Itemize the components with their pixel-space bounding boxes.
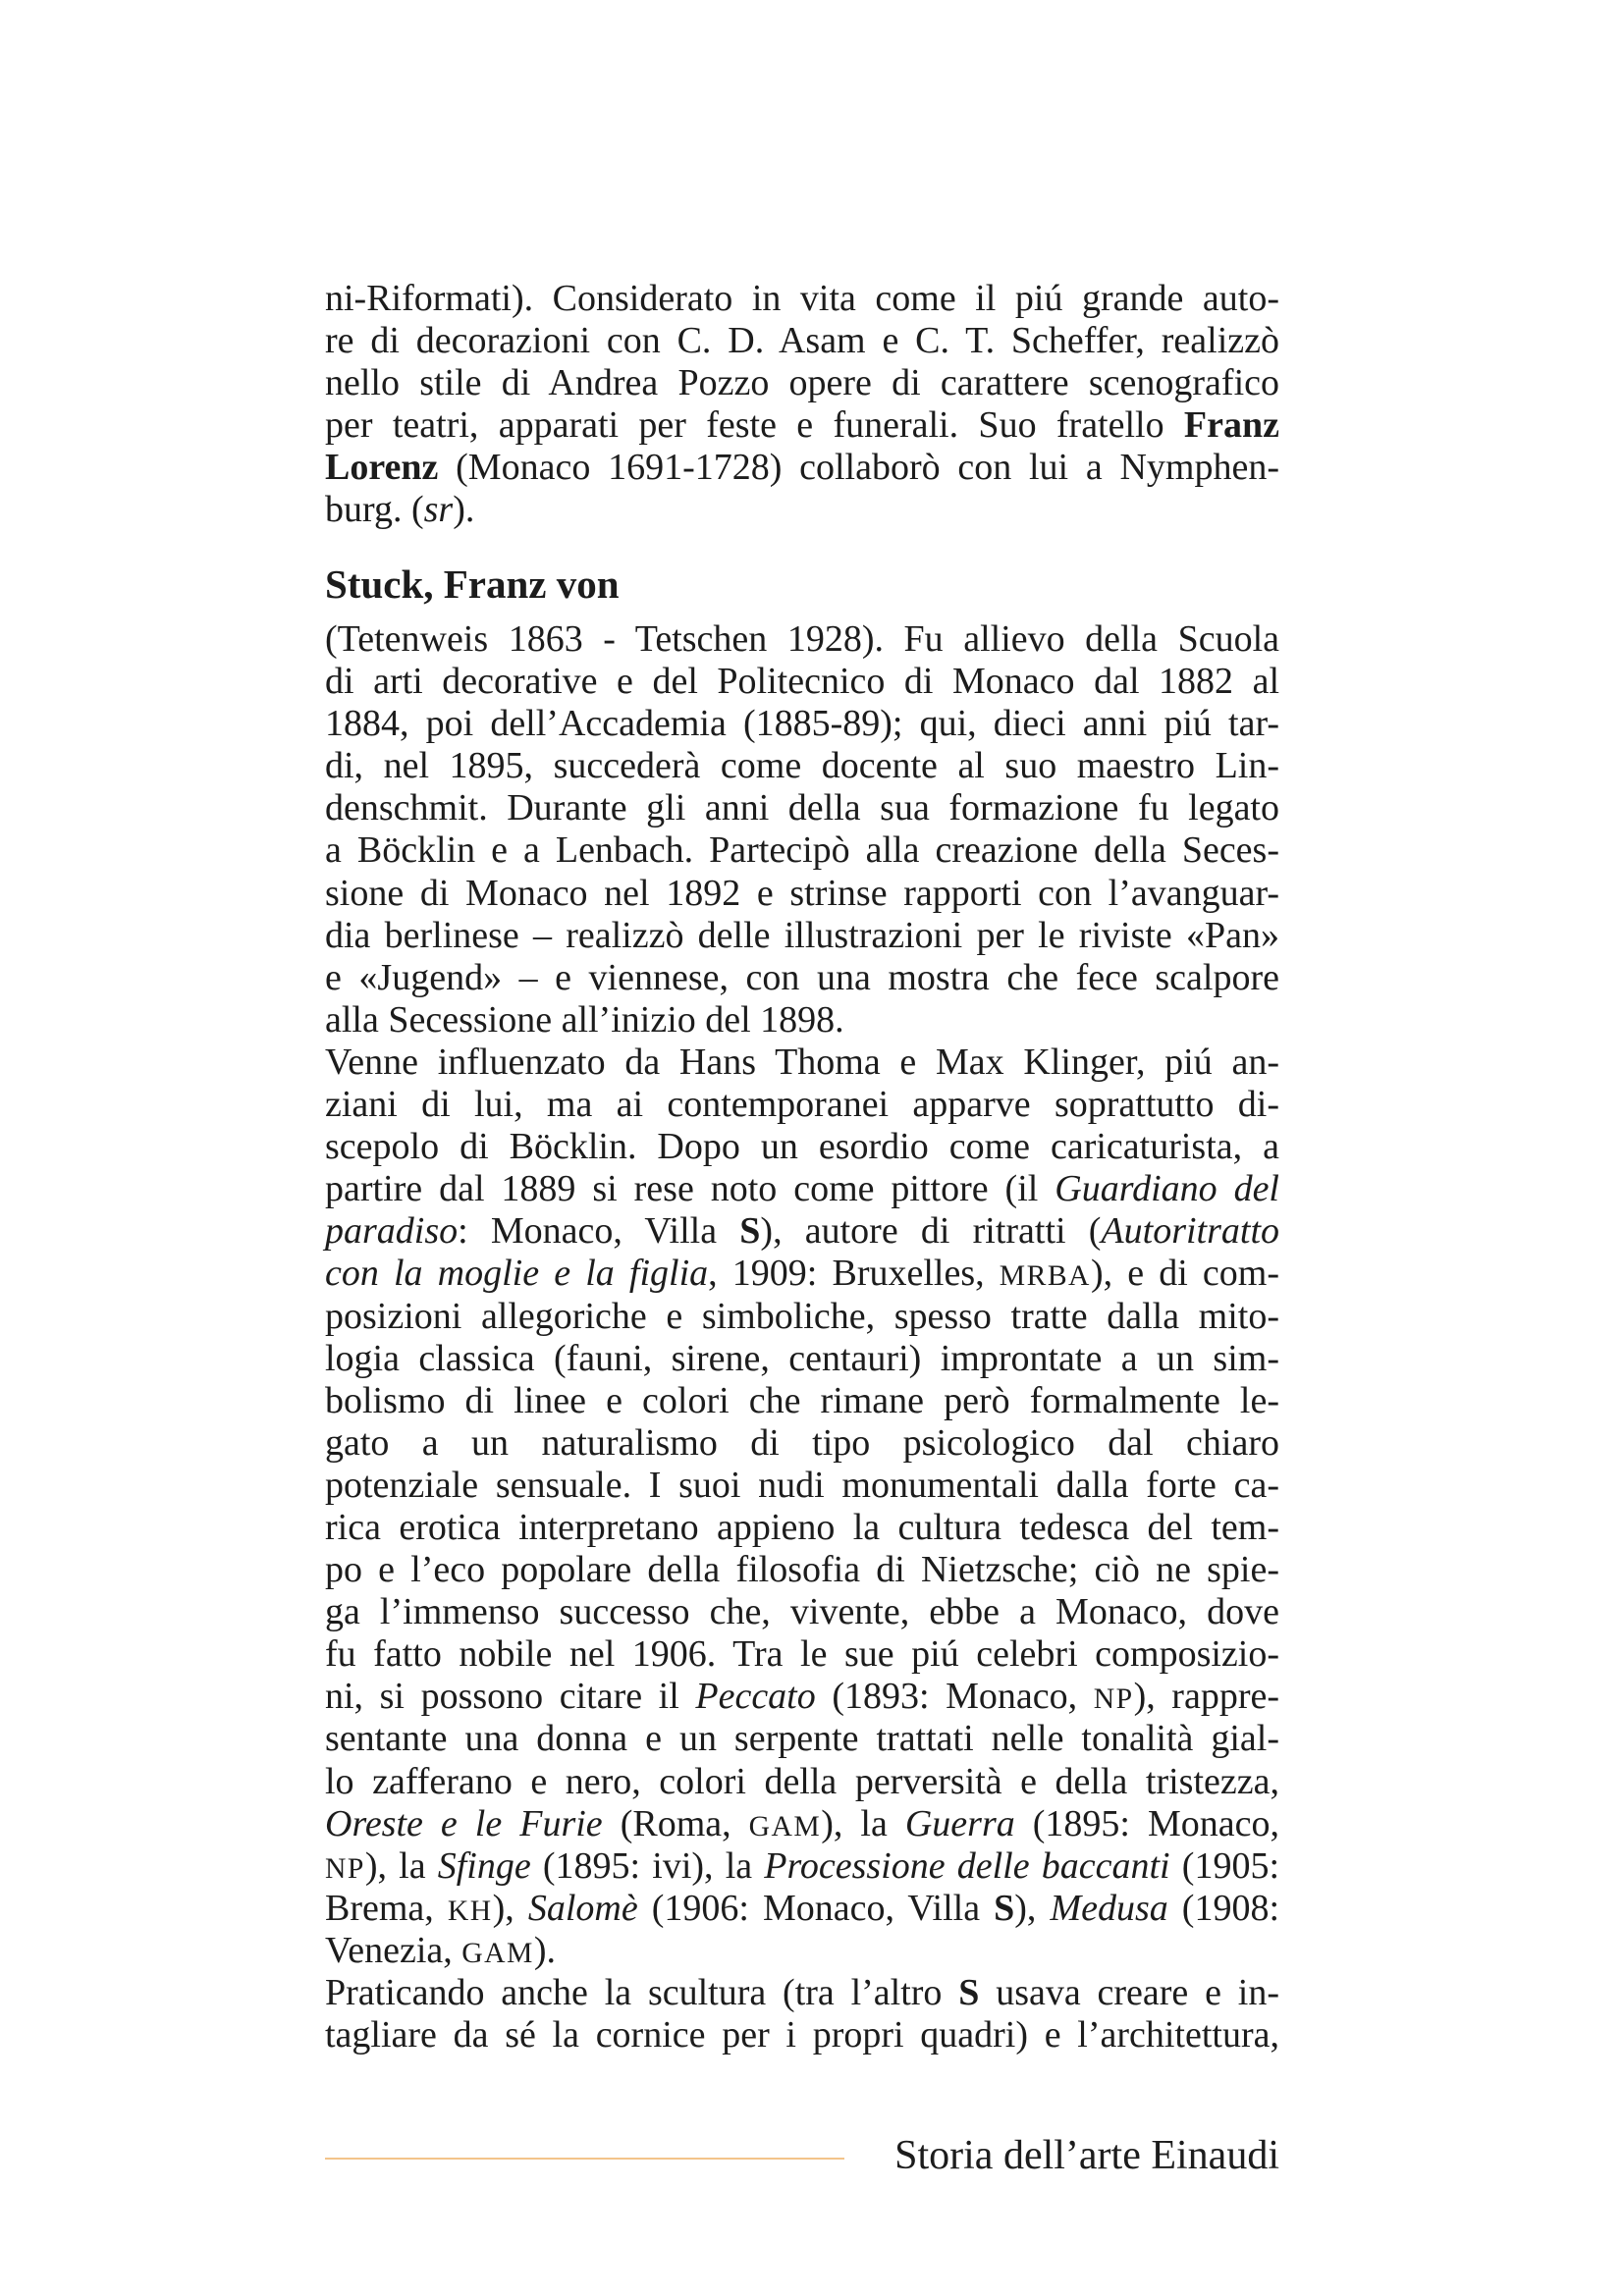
museum-abbreviation: KH bbox=[447, 1895, 493, 1927]
artwork-title: paradiso bbox=[325, 1210, 459, 1253]
text-line bbox=[325, 915, 1279, 957]
artwork-title: Medusa bbox=[1050, 1887, 1168, 1929]
museum-abbreviation: NP bbox=[1093, 1683, 1134, 1716]
text-line bbox=[325, 489, 1279, 531]
text-run: potenziale sensuale. I suoi nudi monumentali dalla forte ca- bbox=[325, 1464, 1279, 1506]
text-line bbox=[325, 1803, 1279, 1845]
text-line bbox=[325, 1718, 1279, 1760]
text-line bbox=[325, 1549, 1279, 1591]
text-line bbox=[325, 1126, 1279, 1168]
text-run: (Tetenweis 1863 - Tetschen 1928). Fu allievo della Scuola bbox=[325, 618, 1279, 660]
text-run: fu fatto nobile nel 1906. Tra le sue piú celebri composizio- bbox=[325, 1633, 1279, 1676]
subject-initial: S bbox=[958, 1972, 980, 2013]
text-line bbox=[325, 404, 1279, 447]
text-line bbox=[325, 1168, 1279, 1210]
text-line bbox=[325, 1253, 1279, 1295]
text-run: 1884, poi dell’Accademia (1885-89); qui, dieci anni piú tar- bbox=[325, 703, 1279, 745]
text-line bbox=[325, 1210, 1279, 1253]
text-run: ), bbox=[1014, 1887, 1051, 1929]
artwork-title: Guerra bbox=[904, 1802, 1015, 1844]
text-line bbox=[325, 447, 1279, 489]
artwork-title: Guardiano del bbox=[1055, 1168, 1279, 1210]
text-run: posizioni allegoriche e simboliche, spesso tratte dalla mito- bbox=[325, 1295, 1279, 1337]
text-run: ). bbox=[453, 489, 475, 531]
text-run: (1905: bbox=[1169, 1844, 1279, 1887]
text-run: sentante una donna e un serpente trattati nelle tonalità gial- bbox=[325, 1718, 1279, 1760]
text-line bbox=[325, 1380, 1279, 1422]
museum-abbreviation: GAM bbox=[461, 1937, 534, 1969]
text-run: ), la bbox=[821, 1802, 905, 1844]
text-run: ), bbox=[492, 1887, 528, 1929]
text-run: sione di Monaco nel 1892 e strinse rapporti con l’avanguar- bbox=[325, 872, 1279, 914]
text-line bbox=[325, 1507, 1279, 1549]
text-line bbox=[325, 703, 1279, 745]
text-run: usava creare e in- bbox=[979, 1972, 1279, 2013]
text-run: per teatri, apparati per feste e funerali. Suo fratello bbox=[325, 404, 1184, 447]
text-run: : Monaco, Villa bbox=[458, 1210, 740, 1253]
text-line bbox=[325, 1465, 1279, 1507]
text-line bbox=[325, 320, 1279, 362]
text-run: ziani di lui, ma ai contemporanei apparve soprattutto di- bbox=[325, 1084, 1279, 1126]
text-run: gato a un naturalismo di tipo psicologico dal chiaro bbox=[325, 1421, 1279, 1464]
text-run: po e l’eco popolare della filosofia di Nietzsche; ciò ne spie- bbox=[325, 1549, 1279, 1591]
text-line bbox=[325, 1084, 1279, 1126]
footer-rule bbox=[325, 2158, 844, 2160]
text-run: alla Secessione all’inizio del 1898. bbox=[325, 998, 844, 1041]
footer-series-title: Storia dell’arte Einaudi bbox=[894, 2133, 1279, 2178]
text-run: scepolo di Böcklin. Dopo un esordio come caricaturista, a bbox=[325, 1126, 1279, 1168]
text-run: ni, si possono citare il bbox=[325, 1676, 696, 1718]
text-line bbox=[325, 1041, 1279, 1084]
text-run: Venezia, bbox=[325, 1929, 462, 1971]
text-run: (Roma, bbox=[602, 1802, 749, 1844]
text-run: (1893: Monaco, bbox=[815, 1676, 1094, 1718]
text-line bbox=[325, 787, 1279, 829]
text-line bbox=[325, 1761, 1279, 1803]
museum-abbreviation: GAM bbox=[748, 1810, 822, 1842]
artwork-title: con la moglie e la figlia bbox=[325, 1253, 709, 1295]
author-initials: sr bbox=[423, 489, 454, 531]
text-run: ), autore di ritratti ( bbox=[760, 1210, 1102, 1253]
text-line bbox=[325, 1676, 1279, 1718]
text-run: e «Jugend» – e viennese, con una mostra che fece scalpore bbox=[325, 956, 1279, 998]
text-run: (1908: bbox=[1167, 1887, 1280, 1929]
text-run: (1895: ivi), la bbox=[530, 1844, 765, 1887]
text-run: di, nel 1895, succederà come docente al suo maestro Lin- bbox=[325, 745, 1279, 787]
text-run: burg. ( bbox=[325, 489, 424, 531]
museum-abbreviation: NP bbox=[325, 1852, 365, 1885]
text-line bbox=[325, 661, 1279, 703]
text-run: ), e di com- bbox=[1090, 1253, 1279, 1295]
paragraph bbox=[325, 1972, 1279, 2056]
text-run: ni-Riformati). Considerato in vita come il piú grande auto- bbox=[325, 278, 1279, 319]
text-line bbox=[325, 1888, 1279, 1930]
text-line bbox=[325, 1930, 1279, 1972]
text-run: ), rappre- bbox=[1133, 1676, 1280, 1718]
text-line bbox=[325, 278, 1279, 320]
text-line bbox=[325, 1972, 1279, 2014]
artwork-title: Salomè bbox=[527, 1887, 638, 1929]
text-line bbox=[325, 1591, 1279, 1633]
text-run: , 1909: Bruxelles, bbox=[708, 1253, 1000, 1295]
text-run: bolismo di linee e colori che rimane però formalmente le- bbox=[325, 1379, 1279, 1421]
text-line bbox=[325, 1296, 1279, 1338]
text-run: dia berlinese – realizzò delle illustrazioni per le riviste «Pan» bbox=[325, 914, 1279, 956]
text-line bbox=[325, 1338, 1279, 1380]
text-line bbox=[325, 618, 1279, 661]
artwork-title: Peccato bbox=[695, 1676, 816, 1718]
text-run: nello stile di Andrea Pozzo opere di carattere scenografico bbox=[325, 362, 1279, 404]
text-run: tagliare da sé la cornice per i propri quadri) e l’architettura, bbox=[325, 2014, 1279, 2056]
brother-name: Lorenz bbox=[325, 447, 439, 489]
artwork-title: Sfinge bbox=[437, 1844, 531, 1887]
museum-abbreviation: MRBA bbox=[999, 1260, 1091, 1293]
text-run: ). bbox=[533, 1929, 556, 1971]
text-run: a Böcklin e a Lenbach. Partecipò alla creazione della Seces- bbox=[325, 829, 1279, 872]
text-run: (1906: Monaco, Villa bbox=[637, 1887, 995, 1929]
text-line bbox=[325, 829, 1279, 872]
artwork-title: Oreste e le Furie bbox=[325, 1802, 603, 1844]
text-run: Brema, bbox=[325, 1887, 448, 1929]
subject-initial: S bbox=[739, 1210, 761, 1253]
text-run: Praticando anche la scultura (tra l’altro bbox=[325, 1972, 959, 2013]
artwork-title: Autoritratto bbox=[1101, 1210, 1279, 1253]
text-run: (Monaco 1691-1728) collaborò con lui a Nymphen- bbox=[438, 447, 1279, 489]
text-run: rica erotica interpretano appieno la cultura tedesca del tem- bbox=[325, 1506, 1279, 1548]
text-run: ), la bbox=[364, 1844, 438, 1887]
text-line bbox=[325, 745, 1279, 787]
previous-entry-tail bbox=[325, 278, 1279, 532]
text-line bbox=[325, 1845, 1279, 1888]
text-line bbox=[325, 1422, 1279, 1465]
text-line bbox=[325, 999, 1279, 1041]
text-run: di arti decorative e del Politecnico di Monaco dal 1882 al bbox=[325, 661, 1279, 703]
text-line bbox=[325, 362, 1279, 404]
text-run: lo zafferano e nero, colori della perversità e della tristezza, bbox=[325, 1760, 1279, 1802]
text-run: (1895: Monaco, bbox=[1014, 1802, 1280, 1844]
entry-body bbox=[325, 618, 1279, 2056]
text-run: ga l’immenso successo che, vivente, ebbe a Monaco, dove bbox=[325, 1591, 1279, 1633]
text-run: denschmit. Durante gli anni della sua formazione fu legato bbox=[325, 787, 1279, 829]
text-run: logia classica (fauni, sirene, centauri) improntate a un sim- bbox=[325, 1337, 1279, 1379]
entry-heading: Stuck, Franz von bbox=[325, 561, 620, 607]
subject-initial: S bbox=[994, 1887, 1015, 1929]
artwork-title: Processione delle baccanti bbox=[764, 1844, 1170, 1887]
text-run: re di decorazioni con C. D. Asam e C. T. Scheffer, realizzò bbox=[325, 320, 1279, 362]
text-line bbox=[325, 2014, 1279, 2056]
text-line bbox=[325, 873, 1279, 915]
brother-name: Franz bbox=[1183, 404, 1279, 447]
paragraph bbox=[325, 1041, 1279, 1972]
text-run: partire dal 1889 si rese noto come pittore (il bbox=[325, 1168, 1055, 1210]
text-run: Venne influenzato da Hans Thoma e Max Klinger, piú an- bbox=[325, 1041, 1279, 1083]
text-line bbox=[325, 957, 1279, 999]
paragraph bbox=[325, 618, 1279, 1041]
text-line bbox=[325, 1633, 1279, 1676]
